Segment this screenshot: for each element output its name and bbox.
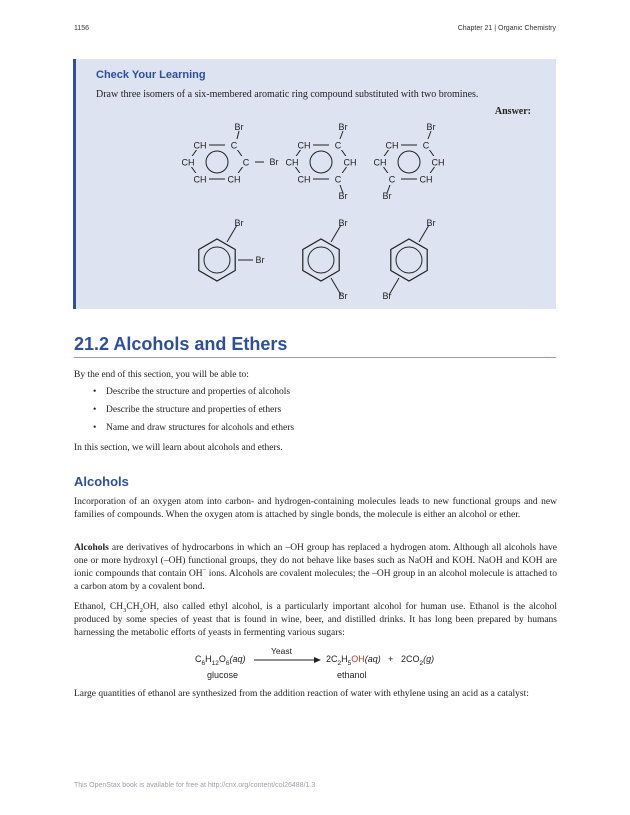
check-your-learning-title: Check Your Learning <box>96 69 206 81</box>
footer-note: This OpenStax book is available for free at http://cnx.org/content/col26488/1.3 <box>74 782 316 789</box>
bromine-label: Br <box>234 122 244 132</box>
para3-text-a: Ethanol, CH <box>74 602 124 612</box>
aromatic-circle <box>308 247 334 273</box>
aromatic-circle <box>396 247 422 273</box>
product-ethanol-formula <box>326 654 381 667</box>
rx-n3: 6 <box>225 659 230 667</box>
rx-h: H <box>205 654 212 664</box>
alcohols-paragraph-4: Large quantities of ethanol are synthesized from the addition reaction of water with ethylene using an acid as a catalyst: <box>74 689 529 699</box>
para3-sub-2: 2 <box>139 606 143 614</box>
reactant-glucose-formula <box>195 654 246 667</box>
aromatic-circle <box>206 151 228 173</box>
rx-n2: 12 <box>211 659 219 667</box>
bromine-label: Br <box>338 191 348 201</box>
term-alcohols: Alcohols <box>74 543 109 553</box>
atom-label: CH <box>343 157 357 168</box>
atom-label: C <box>230 140 238 151</box>
bromine-label: Br <box>338 291 348 301</box>
bromine-label: Br <box>269 157 279 167</box>
objectives-list <box>74 386 294 440</box>
bond-line <box>340 131 343 139</box>
atom-label: C <box>334 174 342 185</box>
atom-label: CH <box>431 157 445 168</box>
check-your-learning-box <box>73 59 556 309</box>
p1-oh: OH <box>351 654 365 664</box>
aromatic-circle <box>398 151 420 173</box>
p1-state: (aq) <box>364 654 381 664</box>
rx-c: C <box>195 654 202 664</box>
bond-line <box>428 131 431 139</box>
alcohols-paragraph-1: Incorporation of an oxygen atom into carbon- and hydrogen-containing molecules leads to new functional groups and new families of compounds. When the oxygen atom is attached by single bonds, the molecule is either an alcohol or ether. <box>74 497 557 520</box>
atom-label: CH <box>285 157 299 168</box>
plus-sign: + <box>388 654 394 664</box>
objectives-intro: By the end of this section, you will be able to: <box>74 370 249 380</box>
isomer-structures <box>76 59 556 309</box>
check-your-learning-question: Draw three isomers of a six-membered aromatic ring compound substituted with two bromines. <box>96 89 479 100</box>
aromatic-circle <box>204 247 230 273</box>
chapter-header: Chapter 21 | Organic Chemistry <box>457 25 556 32</box>
para3-text-b: CH <box>126 602 140 612</box>
p2-n: 2 <box>419 659 424 667</box>
heading-rule <box>74 357 556 358</box>
alcohols-paragraph-3 <box>74 601 557 640</box>
atom-label: CH <box>193 174 207 185</box>
objective-item: • Name and draw structures for alcohols and ethers <box>106 422 294 440</box>
bromine-label: Br <box>255 255 265 265</box>
atom-label: CH <box>227 174 241 185</box>
alcohols-paragraph-2 <box>74 542 557 594</box>
aromatic-circle <box>310 151 332 173</box>
atom-label: CH <box>385 140 399 151</box>
para3-sub-1: 3 <box>123 606 127 614</box>
p2-state: (g) <box>423 654 435 664</box>
atom-label: CH <box>373 157 387 168</box>
bromine-label: Br <box>382 191 392 201</box>
para2-sup: − <box>202 566 207 574</box>
objective-item: • Describe the structure and properties of alcohols <box>106 386 294 404</box>
atom-label: CH <box>419 174 433 185</box>
p1-n2: 5 <box>347 659 352 667</box>
rx-o: O <box>218 654 226 664</box>
section-heading: 21.2 Alcohols and Ethers <box>74 334 288 354</box>
bromine-label: Br <box>338 218 348 228</box>
bromine-label: Br <box>426 122 436 132</box>
glucose-label: glucose <box>207 670 239 680</box>
p1-n1: 2 <box>337 659 342 667</box>
rx-n1: 6 <box>201 659 206 667</box>
p2: 2CO <box>401 654 420 664</box>
reaction-arrow <box>254 655 324 665</box>
atom-label: CH <box>297 140 311 151</box>
section-closing: In this section, we will learn about alcohols and ethers. <box>74 443 283 453</box>
para2-text-b: ions. Alcohols are covalent molecules; the –OH group in an alcohol molecule is attached to a carbon atom by a covalent bond. <box>74 569 557 592</box>
alcohols-heading: Alcohols <box>74 474 129 489</box>
atom-label: C <box>388 174 396 185</box>
atom-label: C <box>334 140 342 151</box>
p1-h: H <box>341 654 348 664</box>
para2-text-a: are derivatives of hydrocarbons in which an –OH group has replaced a hydrogen atom. Although all alcohols have one or more hydroxyl (–OH) functional groups, they do not behave like bases such as NaOH and KOH. NaOH and KOH are ionic compounds that contain OH <box>74 543 557 579</box>
bromine-label: Br <box>338 122 348 132</box>
atom-label: CH <box>193 140 207 151</box>
atom-label: C <box>422 140 430 151</box>
bromine-label: Br <box>426 218 436 228</box>
bond-line <box>237 131 239 139</box>
product-co2-formula <box>401 654 435 667</box>
ethanol-label: ethanol <box>337 670 367 680</box>
para3-text-c: OH, also called ethyl alcohol, is a particularly important alcohol for human use. Ethanol is the alcohol produced by some species of yeast that is found in wine, beer, and distilled drinks. It has long been prepared by humans harnessing the metabolic efforts of yeasts in fermenting various sugars: <box>74 602 558 638</box>
p1-c: 2C <box>326 654 338 664</box>
objective-item: • Describe the structure and properties of ethers <box>106 404 294 422</box>
bromine-label: Br <box>234 218 244 228</box>
catalyst-label: Yeast <box>271 646 292 656</box>
bromine-label: Br <box>382 291 392 301</box>
atom-label: C <box>242 157 250 168</box>
answer-label: Answer: <box>494 106 531 117</box>
atom-label: CH <box>297 174 311 185</box>
rx-state: (aq) <box>229 654 246 664</box>
page-number: 1156 <box>74 25 90 32</box>
atom-label: CH <box>181 157 195 168</box>
fermentation-equation <box>0 645 630 685</box>
